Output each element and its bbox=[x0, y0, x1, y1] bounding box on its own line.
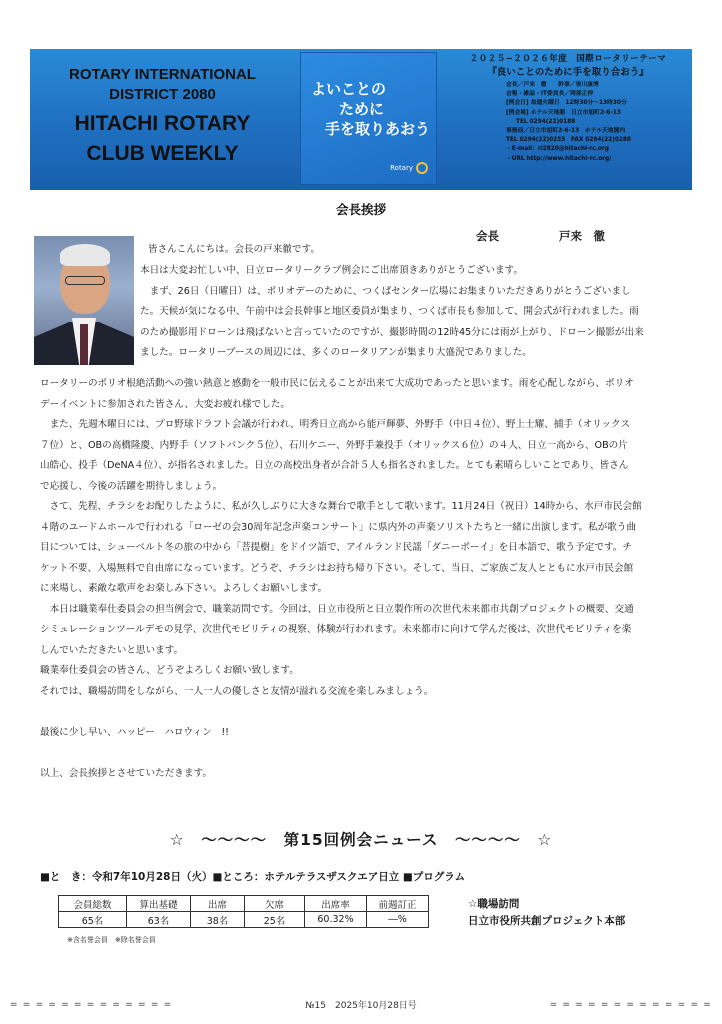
theme-logo-box bbox=[300, 52, 437, 185]
greeting-line: また、先週木曜日には、プロ野球ドラフト会議が行われ、明秀日立高から能戸輝夢、外野手（中日４位）、野上士耀、捕手（オリックス bbox=[40, 419, 631, 430]
club-title-line3: HITACHI ROTARY bbox=[74, 112, 251, 135]
attendance-header-cell: 会員総数 bbox=[59, 896, 127, 912]
greeting-line: た。天候が気になる中、午前中は会長幹事と地区委員が集まり、つくば市長も参加して、開会式が行われました。雨 bbox=[140, 306, 639, 317]
attendance-value-cell: 65名 bbox=[59, 912, 127, 928]
attendance-table bbox=[58, 895, 429, 928]
rotary-logo bbox=[390, 162, 428, 174]
attendance-value-cell: 60.32% bbox=[305, 912, 367, 928]
issue-number-date: №15 2025年10月28日号 bbox=[305, 1001, 417, 1011]
attendance-header-cell: 欠席 bbox=[245, 896, 305, 912]
info-line: TEL 0294(22)0255 FAX 0294(22)0288 bbox=[506, 137, 631, 144]
program-line: ☆職場訪問 bbox=[468, 898, 520, 910]
info-line: 会長／戸来 徹 幹事／皆川康博 bbox=[506, 82, 599, 88]
club-title-line2: DISTRICT 2080 bbox=[109, 86, 216, 103]
rotary-wheel-icon bbox=[416, 162, 428, 174]
info-lines bbox=[506, 81, 690, 164]
greeting-text-block2 bbox=[40, 374, 642, 784]
greeting-text-block1 bbox=[140, 261, 644, 364]
header-banner bbox=[30, 49, 692, 190]
theme-line1: よいことの bbox=[311, 80, 387, 98]
info-line: 事務局／日立市旭町2-6-13 ホテル天地閣内 bbox=[506, 128, 626, 135]
attendance-value-cell: 38名 bbox=[191, 912, 245, 928]
footer-divider-left: = = = = = = = = = = = = = bbox=[10, 999, 173, 1010]
greeting-text-right bbox=[148, 240, 320, 261]
greeting-line: に来場し、素敵な歌声をお楽しみ下さい。よろしくお願いします。 bbox=[40, 583, 328, 594]
greeting-line: 本日は大変お忙しい中、日立ロータリークラブ例会にご出席頂きありがとうございます。 bbox=[140, 265, 523, 276]
club-title-line1: ROTARY INTERNATIONAL bbox=[69, 66, 256, 83]
info-line: 会報・雑誌・IT委員長／岡部正伸 bbox=[506, 91, 594, 98]
program-info bbox=[468, 896, 625, 930]
theme-text bbox=[311, 79, 430, 139]
program-line: 日立市役所共創プロジェクト本部 bbox=[468, 915, 626, 927]
greeting-line bbox=[40, 702, 642, 723]
greeting-line: ７位）と、OBの高橋隆慶、内野手（ソフトバンク５位）、石川ケニー、外野手兼投手（オリックス６位）の４人、日立一高から、OBの片 bbox=[40, 439, 628, 451]
url-link[interactable]: ・URL http://www.hitachi-rc.org/ bbox=[506, 155, 612, 162]
greeting-line: 山皓心、投手（DeNA４位）、が指名されました。日立の高校出身者が合計５人も指名されました。とても素晴らしいことであり、皆さん bbox=[40, 460, 629, 471]
attendance-header-cell: 前週訂正 bbox=[367, 896, 429, 912]
greeting-line: 以上、会長挨拶とさせていただきます。 bbox=[40, 767, 212, 779]
footer bbox=[10, 998, 712, 1011]
theme-line3: 手を取りあおう bbox=[325, 120, 431, 138]
president-photo bbox=[34, 236, 134, 365]
year-theme-title: ２０２５−２０２６年度 国際ロータリーテーマ bbox=[469, 54, 667, 64]
rotary-label: Rotary bbox=[390, 164, 413, 172]
attendance-header-row bbox=[59, 896, 429, 912]
greeting-line: シミュレーションツールデモの見学、次世代モビリティの視察、体験が行われます。未来都市に向けて学んだ後は、次世代モビリティを楽 bbox=[40, 624, 632, 635]
attendance-notes: ※含名誉会員 ※除名誉会員 bbox=[67, 936, 156, 944]
president-name: 戸来 徹 bbox=[559, 229, 606, 243]
greeting-line: ４階のユードムホールで行われる「ローゼの会30周年記念声楽コンサート」に県内外の声楽ソリストたちと一緒に出演します。私が歌う曲 bbox=[40, 521, 637, 533]
club-info bbox=[446, 53, 690, 164]
greeting-line: ケット不要、入場無料で自由席になっています。どうぞ、チラシはお持ち帰り下さい。そして、当日、ご家族ご友人とともに水戸市民会館 bbox=[40, 562, 634, 574]
president-role: 会長 bbox=[476, 229, 499, 243]
club-title bbox=[30, 65, 295, 169]
greeting-line: で応援し、今後の活躍を期待しましょう。 bbox=[40, 480, 223, 492]
greeting-line: まず、26日（日曜日）は、ポリオデーのために、つくばセンター広場にお集まりいただきありがとうございまし bbox=[140, 285, 631, 297]
attendance-value-row bbox=[59, 912, 429, 928]
greeting-line: デーイベントに参加された皆さん、大変お疲れ様でした。 bbox=[40, 398, 291, 410]
attendance-header-cell: 算出基礎 bbox=[127, 896, 191, 912]
greeting-line: ロータリーのポリオ根絶活動への強い熱意と感動を一般市民に伝えることが出来て大成功であったと思います。雨を心配しながら、ポリオ bbox=[40, 378, 634, 389]
greeting-line: 職業奉仕委員会の皆さん、どうぞよろしくお願い致します。 bbox=[40, 665, 299, 676]
president-signature bbox=[476, 228, 605, 244]
greeting-line: それでは、職場訪問をしながら、一人一人の優しさと友情が溢れる交流を楽しみましょう。 bbox=[40, 685, 434, 697]
greeting-line: 本日は職業奉仕委員会の担当例会で、職業訪問です。今回は、日立市役所と日立製作所の次世代未来都市共創プロジェクトの概要、交通 bbox=[40, 603, 634, 615]
attendance-header-cell: 出席率 bbox=[305, 896, 367, 912]
greeting-line: 最後に少し早い、ハッピー ハロウィン !! bbox=[40, 726, 230, 738]
info-line: [例会場] ホテル天地閣 日立市旭町2-6-13 bbox=[506, 109, 621, 116]
greeting-line: のため撮影用ドローンは飛ばないと言っていたのですが、撮影時間の12時45分には雨が上がり、ドローン撮影が出来 bbox=[140, 326, 644, 338]
attendance-value-cell: 25名 bbox=[245, 912, 305, 928]
attendance-header-cell: 出席 bbox=[191, 896, 245, 912]
greeting-line: さて、先程、チラシをお配りしたように、私が久しぶりに大きな舞台で歌手として歌います。11月24日（祝日）14時から、水戸市民会館 bbox=[40, 501, 642, 512]
greeting-title: 会長挨拶 bbox=[335, 202, 386, 217]
greeting-line bbox=[40, 743, 642, 764]
footer-divider-right: = = = = = = = = = = = = = bbox=[549, 999, 712, 1010]
attendance-value-cell: ―% bbox=[367, 912, 429, 928]
theme-line2: ために bbox=[339, 100, 385, 118]
greeting-line: 皆さんこんにちは。会長の戸来徹です。 bbox=[148, 244, 320, 255]
email-link[interactable]: ・E-mail：ri2820@hitachi-rc.org bbox=[506, 146, 609, 153]
greeting-line: ました。ロータリーブースの周辺には、多くのロータリアンが集まり大盛況でありました。 bbox=[140, 347, 532, 358]
club-title-line4: CLUB WEEKLY bbox=[86, 142, 239, 165]
info-line: [例会日] 毎週火曜日 12時30分〜13時30分 bbox=[506, 100, 627, 107]
greeting-line: しんでいただきたいと思います。 bbox=[40, 644, 184, 656]
motto: 『良いことのために手を取り合おう』 bbox=[487, 67, 649, 78]
meeting-info-line: ■と き：令和7年10月28日（火）■ところ：ホテルテラスザスクエア日立 ■プログラム bbox=[40, 871, 466, 883]
greeting-line: 目については、シューベルト冬の旅の中から「菩提樹」をドイツ語で、アイルランド民謡「ダニーボーイ」を日本語で、歌う予定です。チ bbox=[40, 542, 632, 553]
info-line: TEL 0294(22)0188 bbox=[516, 118, 576, 125]
attendance-value-cell: 63名 bbox=[127, 912, 191, 928]
meeting-news-title: ☆ 〜〜〜〜 第15回例会ニュース 〜〜〜〜 ☆ bbox=[169, 831, 553, 849]
